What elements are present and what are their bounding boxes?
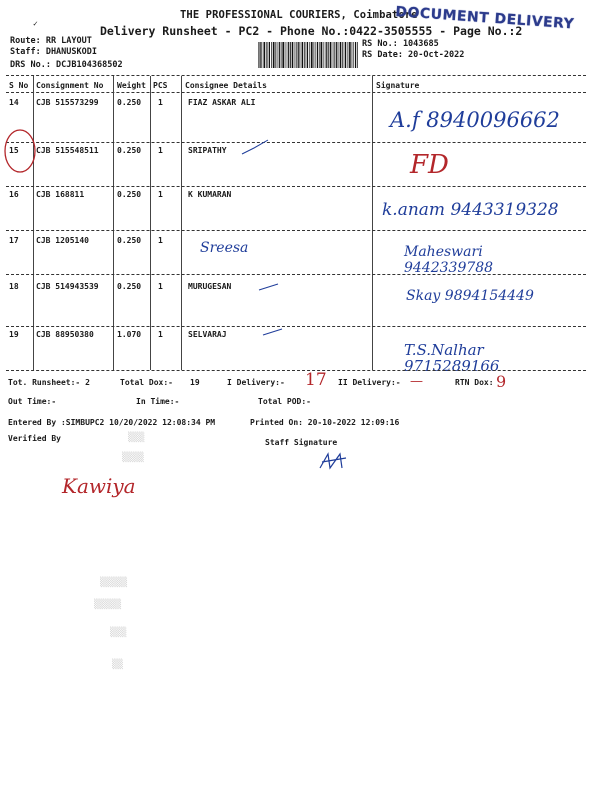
row-consignment: CJB 514943539 bbox=[36, 282, 99, 291]
total-pod: Total POD:- bbox=[258, 397, 311, 406]
row-pcs: 1 bbox=[158, 236, 163, 245]
rs-number: RS No.: 1043685 bbox=[362, 39, 439, 49]
row-rule bbox=[6, 142, 586, 143]
row-pcs: 1 bbox=[158, 282, 163, 291]
verified-by: Verified By bbox=[8, 434, 61, 443]
bleed-through-mark: ▒▒ bbox=[112, 660, 123, 670]
row-sno: 19 bbox=[9, 330, 19, 339]
col-sno: S No bbox=[9, 81, 29, 90]
ii-delivery-label: II Delivery:- bbox=[338, 378, 401, 387]
tick-mark bbox=[240, 138, 270, 158]
drs-number: DRS No.: DCJB104368502 bbox=[10, 60, 123, 70]
row-pcs: 1 bbox=[158, 190, 163, 199]
route-label: Route: RR LAYOUT bbox=[10, 36, 92, 46]
tick-mark bbox=[258, 282, 280, 292]
row-consignment: CJB 515548511 bbox=[36, 146, 99, 155]
row-signature: Skay 9894154449 bbox=[406, 288, 534, 304]
i-delivery-value: 17 bbox=[305, 370, 327, 390]
row-rule bbox=[6, 274, 586, 275]
row-sno: 16 bbox=[9, 190, 19, 199]
staff-signature-label: Staff Signature bbox=[265, 438, 338, 447]
bleed-through-mark: ▒▒▒▒ bbox=[122, 453, 144, 463]
row-sno: 18 bbox=[9, 282, 19, 291]
row-consignee: FIAZ ASKAR ALI bbox=[188, 98, 256, 107]
barcode bbox=[258, 42, 358, 68]
col-weight: Weight bbox=[117, 81, 146, 90]
total-dox-label: Total Dox:- bbox=[120, 378, 173, 387]
row-weight: 0.250 bbox=[117, 190, 142, 199]
company-name: THE PROFESSIONAL COURIERS, Coimbatore bbox=[180, 9, 418, 21]
runsheet-title: Delivery Runsheet - PC2 - Phone No.:0422-3505555 - Page No.:2 bbox=[100, 24, 523, 38]
bleed-through-mark: ▒▒▒▒▒ bbox=[94, 600, 122, 610]
rs-date: RS Date: 20-Oct-2022 bbox=[362, 50, 465, 60]
row-signature: Maheswari 9442339788 bbox=[404, 244, 494, 276]
circle-mark bbox=[2, 127, 38, 175]
rtn-dox-label: RTN Dox: bbox=[455, 378, 494, 387]
row-weight: 0.250 bbox=[117, 282, 142, 291]
row-weight: 0.250 bbox=[117, 98, 142, 107]
in-time: In Time:- bbox=[136, 397, 180, 406]
bleed-through-mark: ▒▒▒ bbox=[128, 433, 145, 443]
staff-label: Staff: DHANUSKODI bbox=[10, 47, 97, 57]
table-top-rule bbox=[6, 75, 586, 76]
row-rule bbox=[6, 186, 586, 187]
row-signature: FD bbox=[410, 150, 449, 180]
i-delivery-label: I Delivery:- bbox=[227, 378, 285, 387]
col-signature: Signature bbox=[376, 81, 420, 90]
total-runsheet: Tot. Runsheet:- 2 bbox=[8, 378, 90, 387]
row-consignee: Sreesa bbox=[200, 240, 249, 256]
row-sno: 15 bbox=[9, 146, 19, 155]
row-consignment: CJB 515573299 bbox=[36, 98, 99, 107]
rtn-dox-value: 9 bbox=[496, 372, 507, 391]
header-rule bbox=[6, 92, 586, 93]
col-consignment: Consignment No bbox=[36, 81, 104, 90]
row-weight: 0.250 bbox=[117, 146, 142, 155]
verified-by-signature: Kawiya bbox=[62, 474, 136, 498]
table-bottom-rule bbox=[6, 370, 586, 371]
bleed-through-mark: ▒▒▒▒▒ bbox=[100, 578, 128, 588]
row-consignee: MURUGESAN bbox=[188, 282, 232, 291]
staff-signature-mark bbox=[318, 450, 350, 472]
row-weight: 1.070 bbox=[117, 330, 142, 339]
row-pcs: 1 bbox=[158, 146, 163, 155]
row-weight: 0.250 bbox=[117, 236, 142, 245]
total-dox-value: 19 bbox=[190, 378, 200, 387]
row-pcs: 1 bbox=[158, 330, 163, 339]
row-consignment: CJB 88950380 bbox=[36, 330, 94, 339]
ii-delivery-value: — bbox=[410, 374, 423, 389]
row-consignee: SELVARAJ bbox=[188, 330, 227, 339]
row-consignee: SRIPATHY bbox=[188, 146, 227, 155]
row-signature: A.f 8940096662 bbox=[390, 108, 560, 132]
document-delivery-stamp: DOCUMENT DELIVERY bbox=[394, 4, 575, 33]
col-consignee: Consignee Details bbox=[185, 81, 267, 90]
row-rule bbox=[6, 230, 586, 231]
row-sno: 14 bbox=[9, 98, 19, 107]
col-pcs: PCS bbox=[153, 81, 168, 90]
printed-on: Printed On: 20-10-2022 12:09:16 bbox=[250, 418, 400, 427]
row-signature: T.S.Nalhar 9715289166 bbox=[404, 341, 500, 375]
out-time: Out Time:- bbox=[8, 397, 57, 406]
row-sno: 17 bbox=[9, 236, 19, 245]
row-consignment: CJB 1205140 bbox=[36, 236, 89, 245]
row-pcs: 1 bbox=[158, 98, 163, 107]
row-consignment: CJB 168811 bbox=[36, 190, 85, 199]
tick-mark: ✓ bbox=[33, 19, 38, 28]
row-rule bbox=[6, 326, 586, 327]
tick-mark bbox=[262, 327, 284, 337]
row-signature: k.anam 9443319328 bbox=[382, 200, 559, 220]
row-consignee: K KUMARAN bbox=[188, 190, 232, 199]
bleed-through-mark: ▒▒▒ bbox=[110, 628, 127, 638]
entered-by: Entered By :SIMBUPC2 10/20/2022 12:08:34 PM bbox=[8, 418, 216, 427]
